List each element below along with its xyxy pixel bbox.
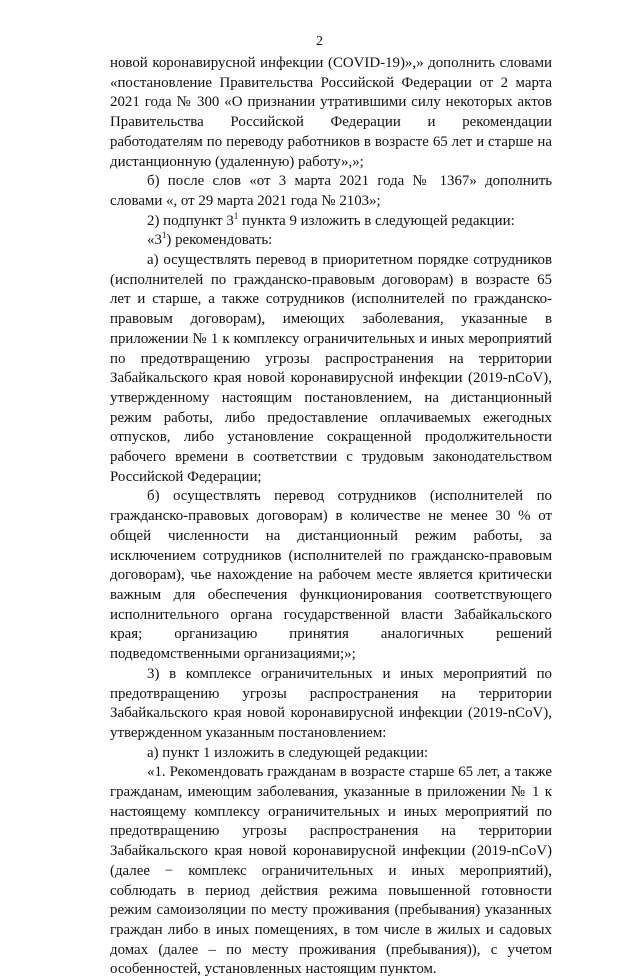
paragraph-2-superscript: 1	[233, 210, 239, 221]
paragraph-covid-amendment: новой коронавирусной инфекции (COVID-19)»,» дополнить словами «постановление Правительства Российской Федерации от 2 марта 2021 года № 300 «О признании утратившими силу некоторых актов Правительства Российской Федерации и рекомендации работодателям по переводу работников в возрасте 65 лет и старше на дистанционную (удаленную) работу»,»;	[110, 55, 552, 170]
paragraph-a-priority-transfer: а) осуществлять перевод в приоритетном порядке сотрудников (исполнителей по гражданско-правовым договорам) в возрасте 65 лет и старше, а также сотрудников (исполнителей по гражданско-правовым договорам), имеющих заболевания, указанные в приложении № 1 к комплексу ограничительных и иных мероприятий по предотвращению угрозы распространения на территории Забайкальского края новой коронавирусной инфекции (2019-nCoV), утвержденному настоящим постановлением, на дистанционный режим работы, либо предоставление оплачиваемых ежегодных отпусков, либо установление сокращенной продолжительности рабочего времени в соответствии с трудовым законодательством Российской Федерации;	[110, 252, 552, 485]
page-number: 2	[316, 34, 323, 49]
paragraph-b-30-percent: б) осуществлять перевод сотрудников (исполнителей по гражданско-правовых договорам) в количестве не менее 30 % от общей численности на дистанционный режим работы, за исключением сотрудников (исполнителей по гражданско-правовым договорам), чье нахождение на рабочем месте является критически важным для обеспечения функционирования соответствующего исполнительного органа государственной власти Забайкальского края; организацию принятия аналогичных решений подведомственными организациями;»;	[110, 488, 552, 663]
paragraph-1-recommend-citizens: «1. Рекомендовать гражданам в возрасте старше 65 лет, а также гражданам, имеющим заболевания, указанные в приложении № 1 к настоящему комплексу ограничительных и иных мероприятий по предотвращению угрозы распространения на территории Забайкальского края новой коронавирусной инфекции (2019-nCoV) (далее − комплекс ограничительных и иных мероприятий), соблюдать в период действия режима повышенной готовности режим самоизоляции по месту проживания (пребывания) указанных граждан либо в иных помещениях, в том числе в жилых и садовых домах (далее – по месту проживания (пребывания)), с учетом особенностей, установленных настоящим пунктом.	[110, 764, 552, 978]
paragraph-2-subpoint	[110, 212, 552, 232]
paragraph-3-1-text-before: «3	[147, 232, 162, 249]
paragraph-3-1-superscript: 1	[161, 230, 167, 241]
paragraph-3-1-recommend	[110, 231, 552, 251]
paragraph-2-text-after: пункта 9 изложить в следующей редакции:	[238, 212, 515, 229]
paragraph-b-after-words: б) после слов «от 3 марта 2021 года № 1367» дополнить словами «, от 29 марта 2021 года № 2103»;	[110, 173, 552, 209]
paragraph-3-1-text-after: ) рекомендовать:	[166, 232, 273, 249]
paragraph-2-text-before: 2) подпункт 3	[147, 212, 234, 229]
document-body	[110, 54, 552, 980]
paragraph-a-point-1: а) пункт 1 изложить в следующей редакции:	[147, 744, 429, 761]
paragraph-3-complex: 3) в комплексе ограничительных и иных мероприятий по предотвращению угрозы распространения на территории Забайкальского края новой коронавирусной инфекции (2019-nCoV), утвержденном указанным постановлением:	[110, 665, 552, 741]
